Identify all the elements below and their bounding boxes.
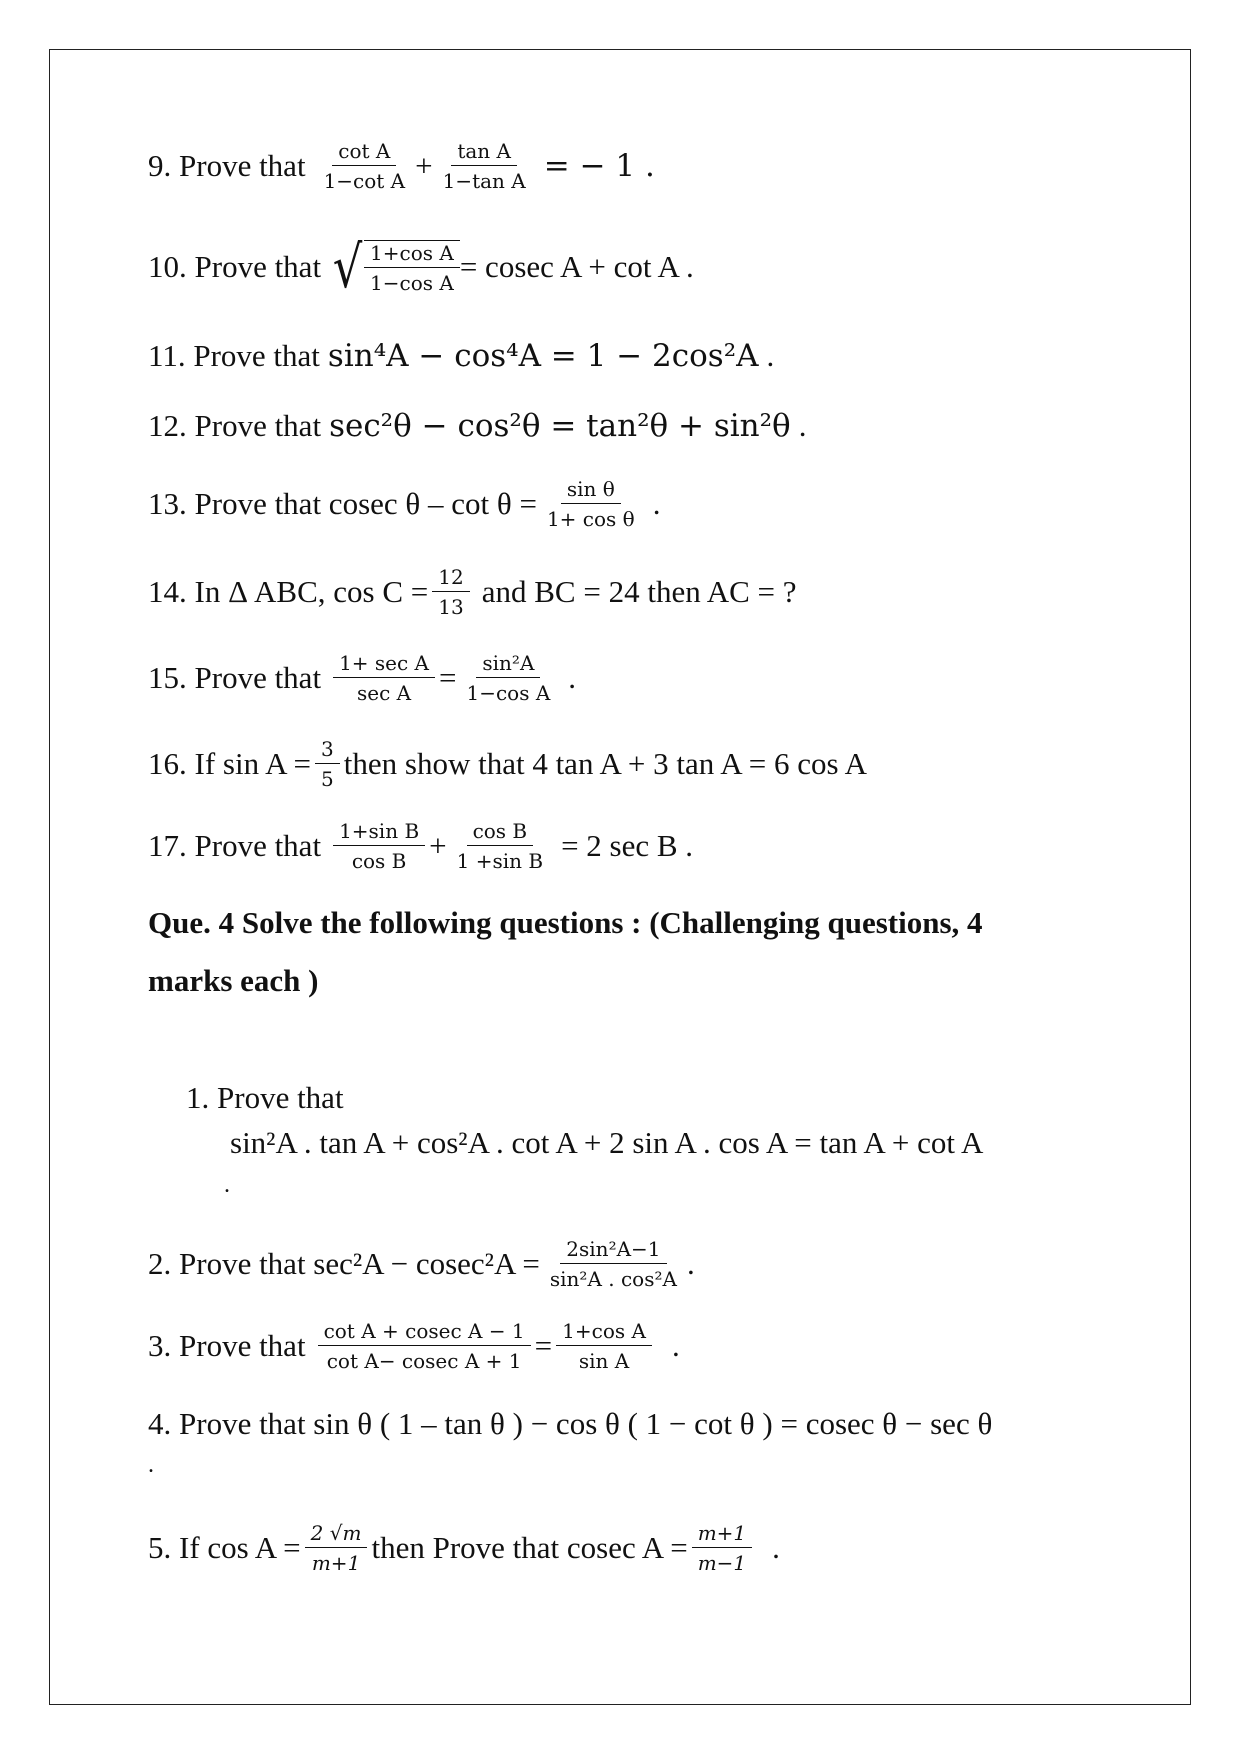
q17-f2-numerator: cos B xyxy=(467,820,534,846)
p2-numerator: 2sin²A−1 xyxy=(560,1238,666,1264)
p3-fraction-1 xyxy=(318,1320,531,1372)
q14-denominator: 13 xyxy=(438,595,464,619)
q17-f1-numerator: 1+sin B xyxy=(333,820,425,846)
q10-square-root: √ $\frac{\text{1+cos A}}{\text{1−cos A}}$ xyxy=(329,238,460,296)
q15-f1-numerator: 1+ sec A xyxy=(333,652,435,678)
q10-rhs: = cosec A + cot A . xyxy=(459,249,694,284)
question-11 xyxy=(148,338,774,374)
q17-f2-denominator: 1 +sin B xyxy=(456,849,544,873)
problem-2 xyxy=(148,1238,695,1290)
q11-label: 11. Prove that xyxy=(148,338,320,373)
q17-fraction-1 xyxy=(333,820,425,872)
question-13 xyxy=(148,478,660,530)
p5-f1-numerator: 2 √m xyxy=(305,1522,368,1548)
q9-f2-numerator: tan A xyxy=(451,140,517,166)
q16-rest: then show that 4 tan A + 3 tan A = 6 cos A xyxy=(343,746,867,781)
q13-end: . xyxy=(652,486,661,521)
q15-fraction-1 xyxy=(333,652,435,704)
q14-rest: and BC = 24 then AC = ? xyxy=(481,574,797,609)
q12-expression: sec²θ − cos²θ = tan²θ + sin²θ xyxy=(329,408,791,444)
q14-numerator: 12 xyxy=(432,566,469,592)
q11-end: . xyxy=(766,338,775,373)
question-10 xyxy=(148,233,694,301)
section-heading-line-2: marks each ) xyxy=(148,963,319,998)
q16-denominator: 5 xyxy=(321,767,334,791)
q10-label: 10. Prove that xyxy=(148,249,322,284)
q9-label: 9. Prove that xyxy=(148,148,306,183)
p1-expression: sin²A . tan A + cos²A . cot A + 2 sin A . cos A = tan A + cot A xyxy=(230,1125,984,1160)
q15-label: 15. Prove that xyxy=(148,660,322,695)
q16-fraction xyxy=(315,738,340,790)
p5-fraction-1 xyxy=(305,1522,368,1574)
p5-f1-denominator: m+1 xyxy=(311,1551,361,1575)
p3-equals: = xyxy=(534,1328,553,1363)
section-heading-line-1: Que. 4 Solve the following questions : (Challenging questions, 4 xyxy=(148,905,983,940)
q17-f1-denominator: cos B xyxy=(351,849,407,873)
p5-f2-numerator: m+1 xyxy=(692,1522,752,1548)
p2-label: 2. Prove that sec²A − cosec²A = xyxy=(148,1246,540,1281)
problem-1-expression xyxy=(230,1125,983,1161)
q15-end: . xyxy=(568,660,577,695)
q15-f1-denominator: sec A xyxy=(356,681,412,705)
p5-end: . xyxy=(772,1530,780,1565)
p3-label: 3. Prove that xyxy=(148,1328,306,1363)
problem-1-end: . xyxy=(224,1172,230,1198)
q9-f1-numerator: cot A xyxy=(332,140,396,166)
question-14 xyxy=(148,566,797,618)
q14-fraction xyxy=(432,566,469,618)
p3-f2-numerator: 1+cos A xyxy=(556,1320,652,1346)
q15-fraction-2 xyxy=(461,652,557,704)
q15-f2-numerator: sin²A xyxy=(476,652,540,678)
q9-plus: + xyxy=(415,148,433,183)
q16-numerator: 3 xyxy=(315,738,340,764)
q13-numerator: sin θ xyxy=(561,478,621,504)
problem-4-end: . xyxy=(148,1452,154,1478)
page-border xyxy=(49,49,1191,1705)
q14-label: 14. In Δ ABC, cos C = xyxy=(148,574,429,609)
q9-fraction-2 xyxy=(437,140,532,192)
q13-label: 13. Prove that cosec θ – cot θ = xyxy=(148,486,537,521)
p2-fraction xyxy=(544,1238,683,1290)
question-9 xyxy=(148,140,655,192)
question-17 xyxy=(148,820,693,872)
problem-5 xyxy=(148,1522,780,1574)
p2-denominator: sin²A . cos²A xyxy=(549,1267,677,1291)
q9-rhs: = − 1 . xyxy=(543,148,655,184)
q17-plus: + xyxy=(429,828,447,863)
p3-end: . xyxy=(671,1328,680,1363)
problem-4: 4. Prove that sin θ ( 1 – tan θ ) − cos θ ( 1 − cot θ ) = cosec θ − sec θ xyxy=(148,1406,993,1441)
p3-f1-denominator: cot A− cosec A + 1 xyxy=(326,1349,522,1373)
q9-fraction-1 xyxy=(318,140,412,192)
question-15 xyxy=(148,652,576,704)
q17-label: 17. Prove that xyxy=(148,828,322,863)
question-16 xyxy=(148,738,867,790)
problem-1-label: 1. Prove that xyxy=(186,1080,344,1115)
p3-f2-denominator: sin A xyxy=(578,1349,630,1373)
p3-fraction-2 xyxy=(556,1320,652,1372)
q15-equals: = xyxy=(439,660,457,695)
p5-f2-denominator: m−1 xyxy=(697,1551,747,1575)
q10-denominator: 1−cos A xyxy=(370,271,454,295)
q15-f2-denominator: 1−cos A xyxy=(466,681,551,705)
q9-f1-denominator: 1−cot A xyxy=(323,169,406,193)
p5-fraction-2 xyxy=(692,1522,752,1574)
p2-end: . xyxy=(686,1246,695,1281)
q13-denominator: 1+ cos θ xyxy=(546,507,635,531)
q12-label: 12. Prove that xyxy=(148,408,322,443)
q10-numerator: 1+cos A xyxy=(364,242,460,268)
q13-fraction xyxy=(541,478,641,530)
p3-f1-numerator: cot A + cosec A − 1 xyxy=(318,1320,531,1346)
q12-end: . xyxy=(798,408,807,443)
q16-label: 16. If sin A = xyxy=(148,746,312,781)
q9-f2-denominator: 1−tan A xyxy=(442,169,526,193)
problem-3 xyxy=(148,1320,680,1372)
p5-middle-text: then Prove that cosec A = xyxy=(371,1530,688,1565)
q17-rhs: = 2 sec B . xyxy=(561,828,694,863)
p5-label: 5. If cos A = xyxy=(148,1530,301,1565)
question-12 xyxy=(148,408,806,444)
q17-fraction-2 xyxy=(451,820,549,872)
q11-expression: sin⁴A − cos⁴A = 1 − 2cos²A xyxy=(327,338,759,374)
